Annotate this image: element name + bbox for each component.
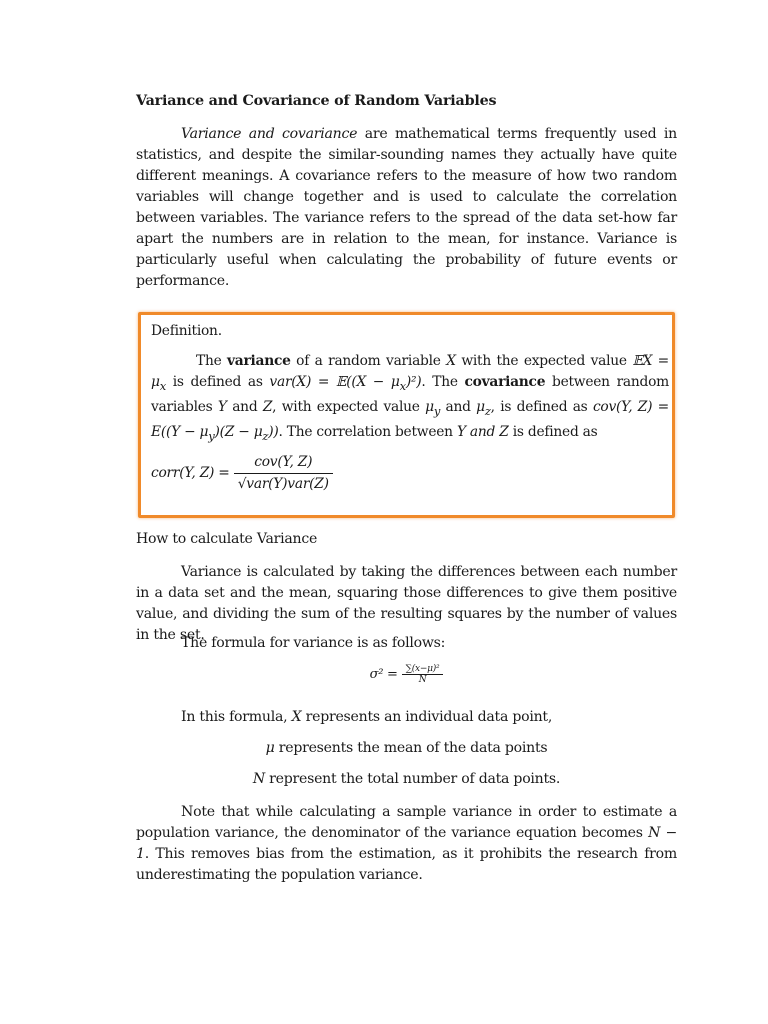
how-paragraph: Variance is calculated by taking the differences between each number in a data set and the mean, squaring those differences to give them positive value, and dividing the sum of the resulting squares by the number of values in the set.: [136, 564, 677, 643]
covariance-formula: cov(Y, $Z) = E((Y - \mu_y)(Z - \mu_z))$: [151, 398, 669, 443]
definition-title: Definition.: [151, 323, 222, 339]
variance-formula-display: σ² = $\frac{\text{∑(x−μ)²}}{N}$: [136, 664, 677, 685]
intro-lead-italic: Variance and covariance: [181, 126, 358, 142]
formula-intro: The formula for variance is as follows:: [181, 635, 446, 651]
variance-term: variance: [227, 353, 291, 369]
section-heading: Variance and Covariance of Random Variables: [136, 93, 497, 109]
correlation-formula: corr(Y, Z) = $\frac{\text{cov(Y, Z)}}{\text{√var(Y)var(Z)}}$: [151, 452, 669, 495]
definition-box: [138, 312, 675, 518]
intro-paragraph: [136, 124, 677, 292]
explain-mu: μ represents the mean of the data points: [265, 740, 548, 756]
expectation-expr: 𝔼X = $\mu_x$: [151, 353, 669, 393]
explain-n: N represent the total number of data points.: [252, 771, 561, 787]
how-heading: How to calculate Variance: [136, 531, 318, 547]
definition-text: The variance of a random variable X with the expected value 𝔼X = $\mu_x$ is defined as var(X) = 𝔼((X − $\mu_x)^2$). The covariance between random variables Y and Z, with expected value $\mu_y$ and $\mu_z$, is defined as cov(Y, $Z) = E((Y - \mu_y)(Z - \mu_z))$. The correlation between Y and Z is defined as: [151, 353, 669, 443]
covariance-term: covariance: [464, 374, 546, 390]
intro-text: are mathematical terms frequently used in statistics, and despite the similar-sounding names they actually have quite different meanings. A covariance refers to the measure of how two random variables will change together and is used to calculate the correlation between variables. The variance refers to the spread of the data set-how far apart the numbers are in relation to the mean, for instance. Variance is particularly useful when calculating the probability of future events or performance.: [136, 126, 677, 289]
note-paragraph: Note that while calculating a sample variance in order to estimate a population variance, the denominator of the variance equation becomes N − 1. This removes bias from the estimation, as it prohibits the research from underestimating the population variance.: [136, 804, 677, 883]
variance-formula: var(X) = 𝔼((X − $\mu_x)^2$): [269, 374, 422, 393]
explain-x: In this formula, X represents an individual data point,: [181, 709, 553, 725]
